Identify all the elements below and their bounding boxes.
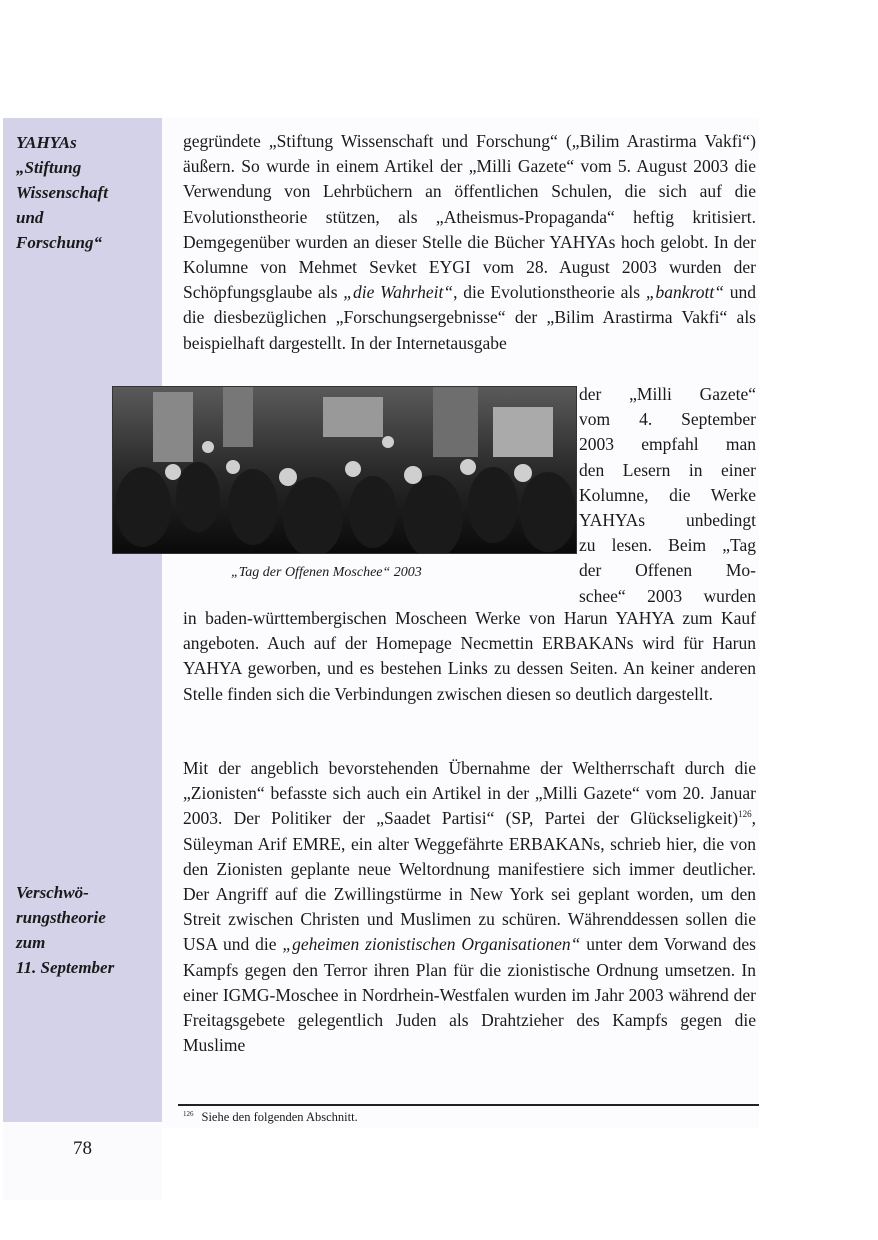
wrap-line: vom 4. September (579, 409, 756, 430)
margin-note-stiftung (16, 130, 108, 255)
wrap-line: der „Milli Gazete“ (579, 384, 756, 404)
margin-note-line: und (16, 208, 44, 227)
photo-caption: „Tag der Offenen Moschee“ 2003 (231, 565, 422, 580)
wrap-line: zu lesen. Beim „Tag (579, 535, 756, 556)
margin-note-line: Wissenschaft (16, 183, 108, 202)
margin-note-line: zum (16, 933, 46, 952)
mosque-event-photo (112, 386, 577, 554)
footnote-reference: 126 (738, 809, 752, 820)
wrap-line: den Lesern in einer (579, 459, 756, 480)
paragraph-2: Mit der angeblich bevorstehenden Übernahme der Weltherrschaft durch die „Zionisten“ befasste sich auch ein Artikel in der „Milli Gazete“ vom 20. Januar 2003. Der Politiker der „Saadet Partisi“ (SP, Partei der Glückseligkeit)$^{126}$, Süleyman Arif EMRE, ein alter Weggefährte ERBAKANs, schrieb hier, die von den Zionisten geplante neue Weltordnung manifestiere sich immer deutlicher. Der Angriff auf die Zwillingstürme in New York sei geplant worden, um den Streit zwischen Christen und Muslimen zu schüren. Währenddessen sollen die USA und die „geheimen zionistischen Organisationen“ unter dem Vorwand des Kampfs gegen den Terror ihren Plan für die zionistische Ordnung umsetzen. In einer IGMG-Moschee in Nordrhein-Westfalen wurden im Jahr 2003 während der Freitagsgebete gelegentlich Juden als Drahtzieher des Kampfs gegen die Muslime (183, 758, 756, 1056)
paragraph-1-wrap (579, 382, 756, 609)
footnote-rule (178, 1104, 759, 1106)
wrap-line: YAHYAs unbedingt (579, 510, 756, 531)
margin-note-line: „Stiftung (16, 158, 82, 177)
margin-note-line: Forschung“ (16, 233, 102, 252)
paragraph-1-top: gegründete „Stiftung Wissenschaft und Forschung“ („Bilim Arastirma Vakfi“) äußern. So wurde in einem Artikel der „Milli Gazete“ vom 5. August 2003 die Verwendung von Lehrbüchern an öffentlichen Schulen, die sich auf die Evolutionstheorie stützen, als „Atheismus-Propaganda“ heftig kritisiert. Demgegenüber wurden an dieser Stelle die Bücher YAHYAs hoch gelobt. In der Kolumne von Mehmet Sevket EYGI vom 28. August 2003 wurden der Schöpfungsglaube als „die Wahrheit“, die Evolutionstheorie als „bankrott“ und die diesbezüglichen „Forschungsergebnisse“ der „Bilim Arastirma Vakfi“ als beispielhaft dargestellt. In der Internetausgabe (183, 131, 756, 353)
footnote-number: 126 (183, 1110, 194, 1118)
footnote (183, 1110, 358, 1125)
paragraph-1-bottom: in baden-württembergischen Moscheen Werke von Harun YAHYA zum Kauf angeboten. Auch auf der Homepage Necmettin ERBAKANs wird für Harun YAHYA geworben, und es bestehen Links zu dessen Seiten. An keiner anderen Stelle finden sich die Verbindungen zwischen diesen so deutlich dargestellt. (183, 608, 756, 704)
photo-graphic (113, 387, 576, 553)
margin-note-line: 11. September (16, 958, 115, 977)
page-number-box (3, 1122, 162, 1200)
margin-note-line: YAHYAs (16, 133, 77, 152)
wrap-line: 2003 empfahl man (579, 434, 756, 455)
wrap-line: der Offenen Mo- (579, 560, 756, 581)
wrap-line: schee“ 2003 wurden (579, 585, 756, 606)
margin-note-line: Verschwö- (16, 883, 89, 902)
wrap-line: Kolumne, die Werke (579, 484, 756, 505)
margin-note-line: rungstheorie (16, 908, 106, 927)
margin-note-verschwoerung (16, 880, 114, 980)
footnote-text: Siehe den folgenden Abschnitt. (201, 1110, 358, 1125)
page-number: 78 (73, 1138, 92, 1159)
